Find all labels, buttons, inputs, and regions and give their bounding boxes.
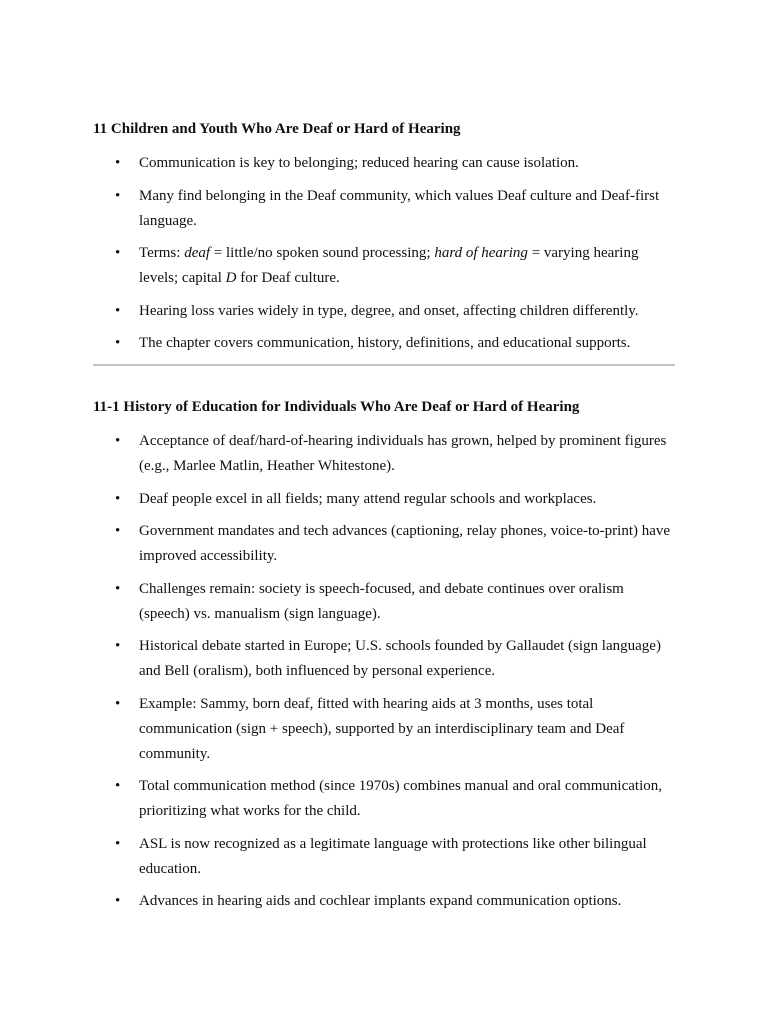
list-item — [93, 151, 675, 176]
bullet-text: Example: Sammy, born deaf, fitted with hearing aids at 3 months, uses total communication (sign + speech), supported by an interdisciplinary team and Deaf community. — [139, 695, 625, 762]
italic-term: hard of hearing — [434, 245, 528, 261]
bullet-text: Government mandates and tech advances (captioning, relay phones, voice-to-print) have improved accessibility. — [139, 523, 671, 564]
horizontal-divider — [93, 364, 675, 366]
list-item — [93, 241, 675, 291]
bullet-icon: • — [115, 245, 121, 261]
section-children-youth-deaf — [93, 119, 675, 364]
section-history-of-education — [93, 397, 675, 922]
bullet-text: Advances in hearing aids and cochlear implants expand communication options. — [139, 893, 622, 909]
bullet-icon: • — [115, 155, 121, 171]
bullet-icon: • — [115, 187, 121, 204]
bullet-text: The chapter covers communication, history, definitions, and educational supports. — [139, 335, 631, 351]
list-item — [93, 634, 675, 684]
bullet-icon: • — [115, 490, 121, 507]
bullet-text: Communication is key to belonging; reduced hearing can cause isolation. — [139, 155, 579, 171]
italic-term: deaf — [184, 245, 211, 261]
bullet-text: Acceptance of deaf/hard-of-hearing individuals has grown, helped by prominent figures (e.g., Marlee Matlin, Heather Whitestone). — [139, 433, 667, 474]
bullet-icon: • — [115, 335, 121, 351]
section-heading: 11 Children and Youth Who Are Deaf or Hard of Hearing — [93, 121, 461, 137]
bullet-list — [93, 429, 675, 914]
bullet-text: Challenges remain: society is speech-focused, and debate continues over oralism (speech) vs. manualism (sign language). — [139, 580, 624, 622]
bullet-icon: • — [115, 433, 121, 449]
bullet-text: ASL is now recognized as a legitimate language with protections like other bilingual education. — [139, 835, 647, 877]
list-item — [93, 692, 675, 767]
bullet-icon: • — [115, 893, 121, 909]
list-item — [93, 299, 675, 324]
bullet-icon: • — [115, 523, 121, 539]
bullet-text: Historical debate started in Europe; U.S. schools founded by Gallaudet (sign language) and Bell (oralism), both influenced by personal experience. — [139, 638, 661, 679]
bullet-text: = varying hearing levels; capital — [139, 245, 639, 286]
list-item — [93, 889, 675, 914]
bullet-icon: • — [115, 302, 121, 319]
bullet-icon: • — [115, 695, 121, 712]
list-item — [93, 577, 675, 627]
list-item — [93, 832, 675, 882]
bullet-icon: • — [115, 638, 121, 654]
list-item — [93, 774, 675, 824]
bullet-text: Terms: — [139, 245, 185, 261]
italic-term: D — [225, 270, 237, 286]
bullet-icon: • — [115, 778, 121, 794]
bullet-icon: • — [115, 580, 121, 597]
list-item — [93, 184, 675, 234]
bullet-text: Many find belonging in the Deaf community, which values Deaf culture and Deaf-first language. — [139, 187, 660, 229]
bullet-list — [93, 151, 675, 356]
bullet-text: Total communication method (since 1970s) combines manual and oral communication, prioritizing what works for the child. — [139, 778, 662, 819]
list-item — [93, 519, 675, 569]
bullet-text: Deaf people excel in all fields; many attend regular schools and workplaces. — [139, 490, 597, 507]
list-item — [93, 487, 675, 512]
bullet-text: = little/no spoken sound processing; — [210, 245, 435, 261]
bullet-text: Hearing loss varies widely in type, degree, and onset, affecting children differently. — [139, 302, 639, 319]
bullet-icon: • — [115, 835, 121, 852]
section-heading: 11-1 History of Education for Individuals Who Are Deaf or Hard of Hearing — [93, 399, 580, 415]
bullet-text: for Deaf culture. — [236, 270, 340, 286]
list-item — [93, 429, 675, 479]
list-item — [93, 331, 675, 356]
